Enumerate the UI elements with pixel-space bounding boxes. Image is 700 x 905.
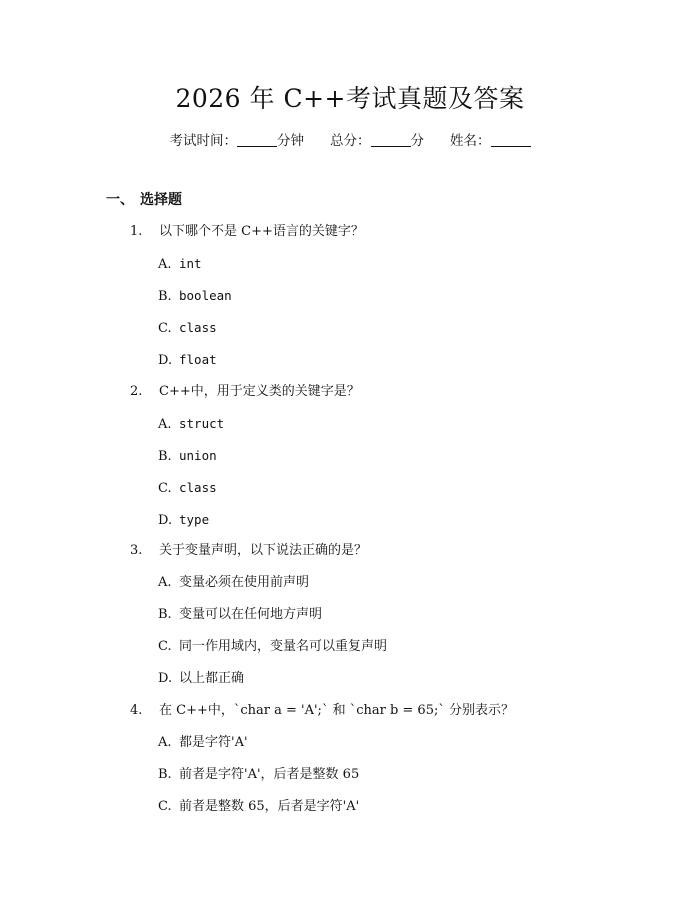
question-text: 在 C++中，`char a = 'A';` 和 `char b = 65;` 分别表示？	[159, 703, 514, 718]
option-text: 前者是字符'A'，后者是整数 65	[179, 767, 360, 782]
option-text: float	[179, 352, 217, 367]
question-2	[130, 382, 360, 402]
question-number: 2.	[130, 384, 143, 399]
option-letter: B.	[158, 449, 172, 464]
exam-time-blank	[237, 132, 277, 147]
option-2b	[158, 446, 217, 467]
option-text: boolean	[179, 288, 232, 303]
student-name	[450, 131, 531, 151]
option-4a	[158, 733, 248, 753]
option-1c	[158, 318, 217, 339]
section-title: 选择题	[140, 192, 182, 208]
option-text: 变量必须在使用前声明	[179, 575, 310, 590]
total-score-unit: 分	[410, 133, 424, 149]
option-letter: B.	[158, 607, 172, 622]
option-2c	[158, 478, 217, 499]
option-4c	[158, 797, 359, 817]
option-text: 前者是整数 65，后者是字符'A'	[179, 799, 360, 814]
option-1b	[158, 286, 232, 307]
student-name-blank	[491, 132, 531, 147]
total-score-label: 总分：	[330, 133, 371, 149]
option-3c	[158, 637, 387, 657]
question-text: C++中，用于定义类的关键字是？	[159, 384, 360, 399]
option-letter: B.	[158, 289, 172, 304]
option-3a	[158, 573, 309, 593]
exam-time-unit: 分钟	[277, 133, 304, 149]
option-3d	[158, 669, 244, 689]
question-number: 1.	[130, 224, 143, 239]
question-text: 关于变量声明，以下说法正确的是？	[159, 543, 368, 558]
option-text: 变量可以在任何地方声明	[179, 607, 323, 622]
option-1a	[158, 254, 202, 275]
exam-time-label: 考试时间：	[169, 133, 237, 149]
question-1	[130, 222, 364, 242]
question-text: 以下哪个不是 C++语言的关键字？	[159, 224, 364, 239]
section-number: 一、	[106, 192, 134, 208]
option-letter: A.	[158, 735, 172, 750]
section-heading	[106, 190, 182, 210]
student-name-label: 姓名：	[450, 133, 491, 149]
option-letter: A.	[158, 575, 172, 590]
option-letter: C.	[158, 799, 172, 814]
option-letter: B.	[158, 767, 172, 782]
option-3b	[158, 605, 322, 625]
option-text: int	[179, 256, 202, 271]
option-text: class	[179, 320, 217, 335]
option-letter: C.	[158, 321, 172, 336]
option-text: 以上都正确	[179, 671, 245, 686]
option-1d	[158, 350, 217, 371]
option-text: type	[179, 512, 210, 527]
option-letter: A.	[158, 417, 172, 432]
option-text: struct	[179, 416, 225, 431]
question-number: 4.	[130, 703, 143, 718]
question-4	[130, 701, 514, 721]
exam-title: 2026 年 C++考试真题及答案	[175, 84, 525, 113]
option-text: union	[179, 448, 217, 463]
option-2a	[158, 414, 224, 435]
option-letter: D.	[158, 513, 173, 528]
option-letter: C.	[158, 481, 172, 496]
total-score	[330, 131, 424, 151]
option-2d	[158, 510, 209, 531]
option-4b	[158, 765, 359, 785]
option-text: 同一作用域内，变量名可以重复声明	[179, 639, 388, 654]
option-letter: C.	[158, 639, 172, 654]
option-letter: A.	[158, 257, 172, 272]
option-letter: D.	[158, 353, 173, 368]
question-number: 3.	[130, 543, 143, 558]
exam-meta	[0, 131, 700, 151]
question-3	[130, 541, 367, 561]
option-letter: D.	[158, 671, 173, 686]
option-text: class	[179, 480, 217, 495]
option-text: 都是字符'A'	[179, 735, 248, 750]
total-score-blank	[371, 132, 411, 147]
exam-time	[170, 131, 305, 151]
